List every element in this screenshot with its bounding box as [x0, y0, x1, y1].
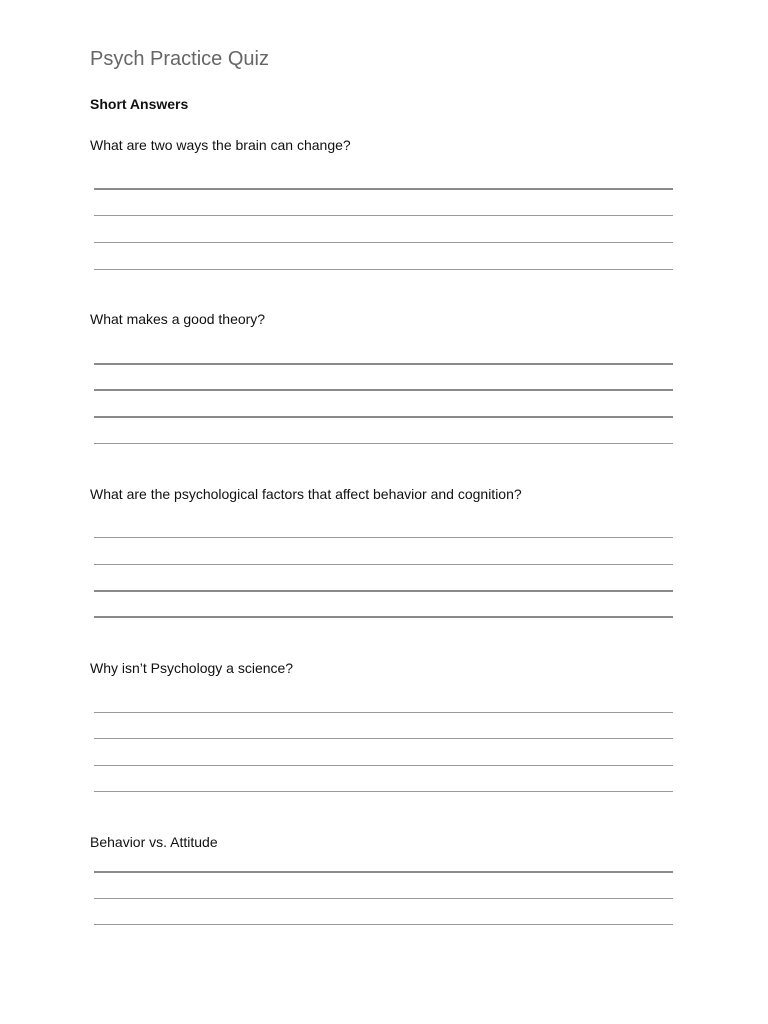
- answer-line[interactable]: [94, 712, 673, 713]
- answer-line[interactable]: [94, 791, 673, 792]
- answer-line[interactable]: [94, 564, 673, 565]
- page-title: Psych Practice Quiz: [90, 48, 269, 70]
- question-5: [90, 832, 690, 852]
- question-text: Why isn’t Psychology a science?: [90, 660, 294, 676]
- question-text: What are two ways the brain can change?: [90, 137, 351, 153]
- answer-line[interactable]: [94, 242, 673, 243]
- answer-line[interactable]: [94, 537, 673, 538]
- answer-line[interactable]: [94, 616, 673, 618]
- question-3: [90, 484, 690, 504]
- question-4: [90, 658, 690, 678]
- answer-line[interactable]: [94, 215, 673, 216]
- answer-line[interactable]: [94, 898, 673, 899]
- answer-line[interactable]: [94, 765, 673, 766]
- answer-line[interactable]: [94, 738, 673, 739]
- question-1: [90, 135, 690, 155]
- answer-line[interactable]: [94, 443, 673, 444]
- section-heading: Short Answers: [90, 96, 189, 112]
- answer-line[interactable]: [94, 416, 673, 418]
- answer-line[interactable]: [94, 871, 673, 873]
- question-text: What are the psychological factors that affect behavior and cognition?: [90, 486, 522, 502]
- answer-line[interactable]: [94, 924, 673, 925]
- question-text: Behavior vs. Attitude: [90, 834, 218, 850]
- answer-line[interactable]: [94, 590, 673, 592]
- question-2: [90, 309, 690, 329]
- answer-line[interactable]: [94, 363, 673, 365]
- answer-line[interactable]: [94, 269, 673, 270]
- answer-line[interactable]: [94, 389, 673, 391]
- question-text: What makes a good theory?: [90, 311, 266, 327]
- answer-line[interactable]: [94, 188, 673, 190]
